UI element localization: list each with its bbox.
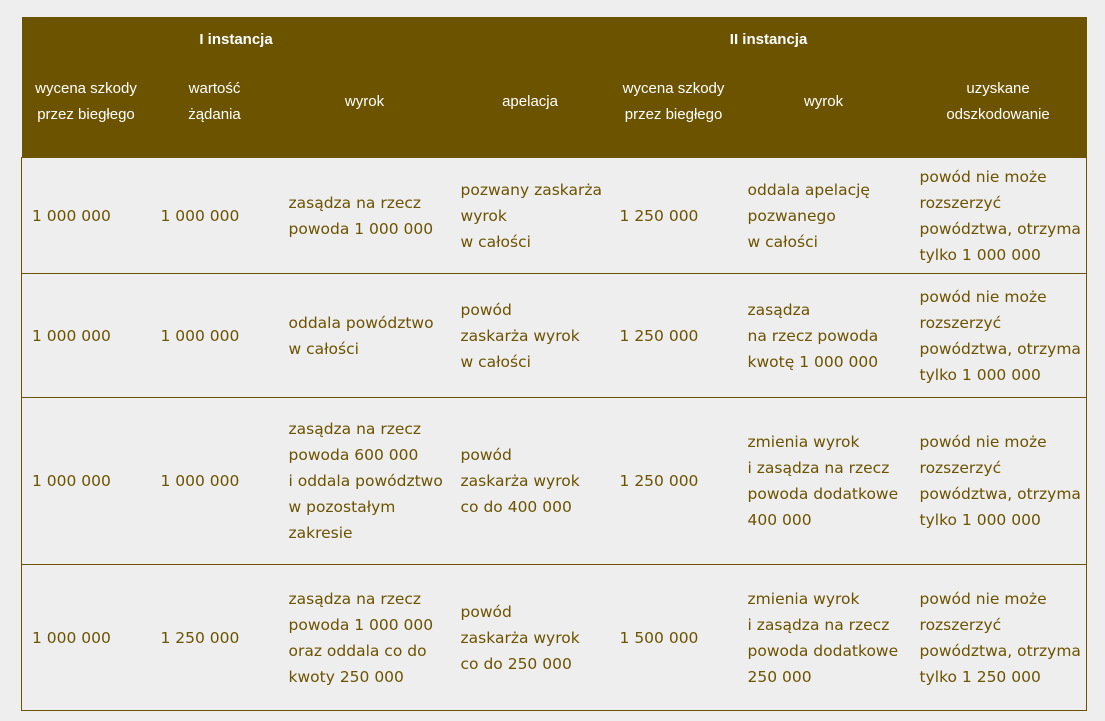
cell-text-line: zaskarża wyrok bbox=[460, 472, 580, 490]
cell-obtained-compensation bbox=[910, 274, 1087, 398]
cell-text-line: 1 000 000 bbox=[160, 472, 240, 490]
cell-text-line: zmienia wyrok bbox=[747, 589, 860, 608]
cell-text-line: oddala apelację bbox=[747, 180, 870, 199]
cell-claim-value bbox=[151, 398, 279, 565]
column-header-line: apelacja bbox=[502, 93, 558, 110]
cell-text-line: w całości bbox=[747, 232, 818, 251]
cell-text-line: 1 250 000 bbox=[619, 472, 699, 490]
cell-claim-value bbox=[151, 565, 279, 711]
cell-text-line: w całości bbox=[460, 352, 531, 371]
cell-judgment-1 bbox=[279, 565, 451, 711]
cell-text-line: powód nie może bbox=[919, 589, 1047, 608]
column-header-expert-valuation-1 bbox=[22, 59, 151, 158]
cell-claim-value bbox=[151, 274, 279, 398]
cell-text-line: 1 500 000 bbox=[619, 628, 699, 647]
cell-text-line: powództwa, otrzyma bbox=[919, 219, 1081, 238]
column-header-line: wartość bbox=[188, 80, 241, 97]
cell-obtained-compensation bbox=[910, 565, 1087, 711]
cell-text-line: powód bbox=[460, 446, 512, 464]
cell-text-line: powód bbox=[460, 602, 512, 621]
column-header-judgment-2 bbox=[738, 59, 910, 158]
cell-text-line: powództwa, otrzyma bbox=[919, 641, 1081, 660]
group-header-row bbox=[22, 17, 1087, 59]
cell-text-line: zmienia wyrok bbox=[747, 433, 860, 451]
cell-text-line: zaskarża wyrok bbox=[460, 326, 580, 345]
cell-expert-valuation-2 bbox=[610, 158, 738, 274]
column-header-line: uzyskane bbox=[966, 80, 1030, 97]
cell-text-line: w całości bbox=[288, 339, 359, 358]
cell-text-line: zasądza bbox=[747, 300, 811, 319]
cell-text-line: co do 400 000 bbox=[460, 498, 572, 516]
cell-text-line: rozszerzyć bbox=[919, 459, 1002, 477]
cell-text-line: i oddala powództwo bbox=[288, 472, 443, 490]
cell-text-line: na rzecz powoda bbox=[747, 326, 879, 345]
cell-text-line: co do 250 000 bbox=[460, 654, 572, 673]
cell-text-line: rozszerzyć bbox=[919, 615, 1002, 634]
cell-text-line: tylko 1 000 000 bbox=[919, 511, 1041, 529]
cell-appeal bbox=[451, 398, 610, 565]
column-header-line: przez biegłego bbox=[37, 106, 135, 123]
column-header-expert-valuation-2 bbox=[610, 59, 738, 158]
column-header-obtained-compensation bbox=[910, 59, 1087, 158]
cell-text-line: zasądza na rzecz bbox=[288, 589, 422, 608]
cell-text-line: w pozostałym bbox=[288, 498, 396, 516]
cell-judgment-2 bbox=[738, 158, 910, 274]
cell-expert-valuation-1 bbox=[22, 565, 151, 711]
cell-text-line: kwoty 250 000 bbox=[288, 667, 404, 686]
cell-text-line: zasądza na rzecz bbox=[288, 193, 422, 212]
cell-expert-valuation-2 bbox=[610, 565, 738, 711]
table-body bbox=[22, 158, 1087, 711]
cell-text-line: powództwa, otrzyma bbox=[919, 485, 1081, 503]
cell-text-line: zasądza na rzecz bbox=[288, 420, 422, 438]
cell-judgment-1 bbox=[279, 274, 451, 398]
cell-expert-valuation-1 bbox=[22, 274, 151, 398]
cell-text-line: 1 250 000 bbox=[619, 206, 699, 225]
first-instance-header: I instancja bbox=[22, 17, 451, 59]
cell-text-line: 1 000 000 bbox=[32, 326, 111, 345]
cell-text-line: 1 000 000 bbox=[160, 326, 240, 345]
cell-text-line: pozwany zaskarża bbox=[460, 180, 603, 199]
column-header-appeal bbox=[451, 59, 610, 158]
column-header-line: żądania bbox=[188, 106, 241, 123]
cell-text-line: wyrok bbox=[460, 206, 507, 225]
cell-text-line: 400 000 bbox=[747, 511, 812, 529]
cell-claim-value bbox=[151, 158, 279, 274]
cell-appeal bbox=[451, 565, 610, 711]
cell-appeal bbox=[451, 158, 610, 274]
cell-expert-valuation-1 bbox=[22, 398, 151, 565]
cell-text-line: 1 000 000 bbox=[160, 206, 240, 225]
column-header-judgment-1 bbox=[279, 59, 451, 158]
cell-text-line: 1 250 000 bbox=[619, 326, 699, 345]
cell-text-line: powód nie może bbox=[919, 167, 1047, 186]
second-instance-header: II instancja bbox=[451, 17, 1087, 59]
cell-text-line: 1 000 000 bbox=[32, 472, 111, 490]
cell-text-line: kwotę 1 000 000 bbox=[747, 352, 879, 371]
cell-text-line: powoda 1 000 000 bbox=[288, 219, 434, 238]
cell-obtained-compensation bbox=[910, 398, 1087, 565]
table-row bbox=[22, 274, 1087, 398]
cell-text-line: powoda dodatkowe bbox=[747, 641, 899, 660]
cell-text-line: powód nie może bbox=[919, 433, 1047, 451]
cell-text-line: powoda 1 000 000 bbox=[288, 615, 434, 634]
instances-comparison-table bbox=[21, 17, 1087, 711]
cell-text-line: 1 000 000 bbox=[32, 628, 111, 647]
cell-appeal bbox=[451, 274, 610, 398]
cell-text-line: powoda 600 000 bbox=[288, 446, 419, 464]
cell-judgment-1 bbox=[279, 398, 451, 565]
cell-text-line: powód bbox=[460, 300, 512, 319]
cell-text-line: i zasądza na rzecz bbox=[747, 615, 890, 634]
table-row bbox=[22, 565, 1087, 711]
cell-text-line: rozszerzyć bbox=[919, 193, 1002, 212]
cell-text-line: oraz oddala co do bbox=[288, 641, 427, 660]
cell-text-line: oddala powództwo bbox=[288, 313, 434, 332]
cell-expert-valuation-2 bbox=[610, 274, 738, 398]
column-header-line: wycena szkody bbox=[622, 80, 725, 97]
column-header-line: przez biegłego bbox=[624, 106, 723, 123]
cell-text-line: 1 250 000 bbox=[160, 628, 240, 647]
cell-obtained-compensation bbox=[910, 158, 1087, 274]
cell-text-line: pozwanego bbox=[747, 206, 836, 225]
cell-text-line: tylko 1 000 000 bbox=[919, 365, 1041, 384]
cell-judgment-2 bbox=[738, 565, 910, 711]
cell-text-line: powództwa, otrzyma bbox=[919, 339, 1081, 358]
cell-text-line: powoda dodatkowe bbox=[747, 485, 899, 503]
cell-text-line: zakresie bbox=[288, 524, 353, 542]
column-header-line: wyrok bbox=[803, 93, 844, 110]
cell-text-line: tylko 1 250 000 bbox=[919, 667, 1041, 686]
cell-text-line: powód nie może bbox=[919, 287, 1047, 306]
cell-text-line: zaskarża wyrok bbox=[460, 628, 580, 647]
column-header-row bbox=[22, 59, 1087, 158]
cell-judgment-1 bbox=[279, 158, 451, 274]
column-header-claim-value bbox=[151, 59, 279, 158]
comparison-table-container bbox=[21, 17, 1086, 694]
cell-judgment-2 bbox=[738, 398, 910, 565]
column-header-line: odszkodowanie bbox=[946, 106, 1050, 123]
cell-text-line: tylko 1 000 000 bbox=[919, 245, 1041, 264]
cell-judgment-2 bbox=[738, 274, 910, 398]
cell-text-line: 250 000 bbox=[747, 667, 812, 686]
cell-text-line: w całości bbox=[460, 232, 531, 251]
cell-text-line: rozszerzyć bbox=[919, 313, 1002, 332]
cell-text-line: i zasądza na rzecz bbox=[747, 459, 890, 477]
cell-text-line: 1 000 000 bbox=[32, 206, 111, 225]
cell-expert-valuation-1 bbox=[22, 158, 151, 274]
cell-expert-valuation-2 bbox=[610, 398, 738, 565]
table-row bbox=[22, 398, 1087, 565]
table-row bbox=[22, 158, 1087, 274]
column-header-line: wyrok bbox=[344, 93, 385, 110]
column-header-line: wycena szkody bbox=[35, 80, 137, 97]
